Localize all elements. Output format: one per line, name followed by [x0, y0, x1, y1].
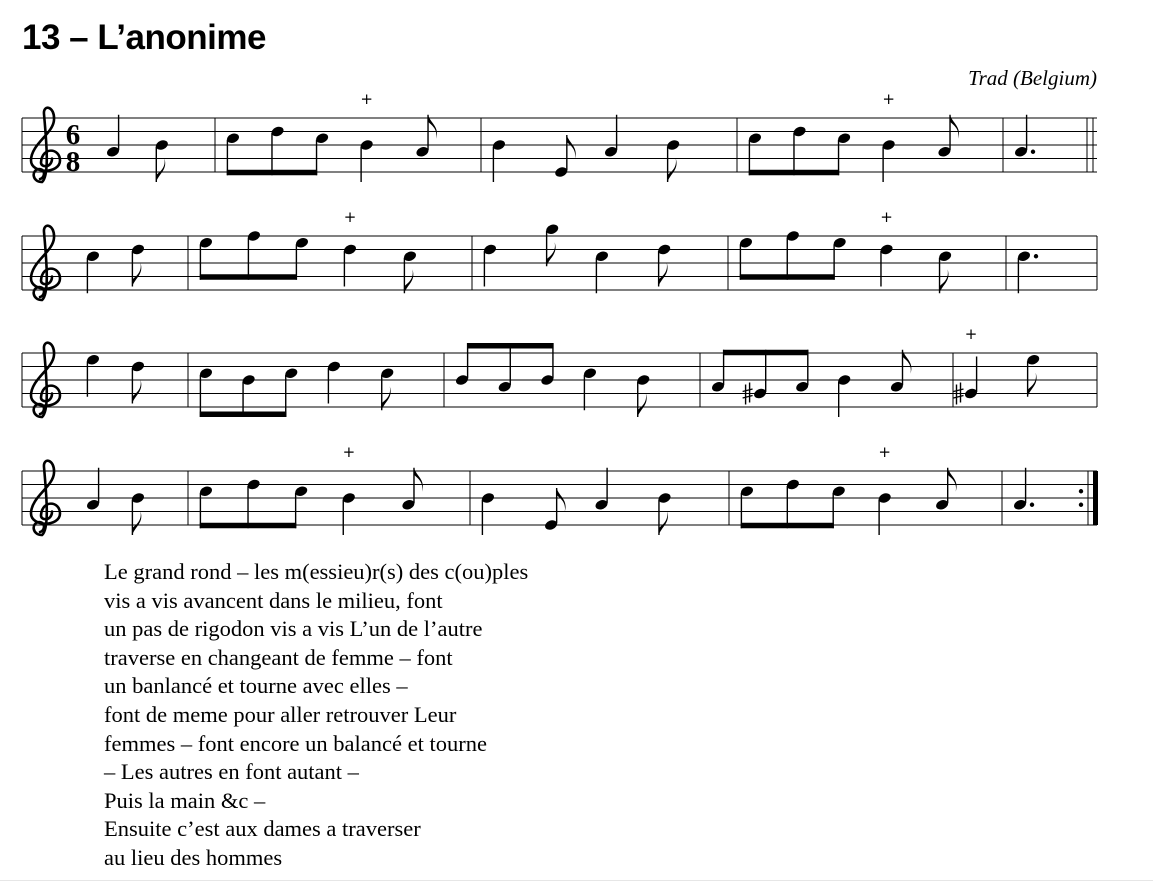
eighth-flag [659, 511, 668, 535]
eighth-flag [567, 135, 576, 159]
eighth-flag [156, 158, 165, 182]
ornament-mark: + [878, 443, 892, 461]
beam [227, 170, 317, 176]
beam [200, 412, 287, 418]
eighth-flag [132, 263, 141, 287]
eighth-flag [638, 393, 647, 417]
repeat-dot [1079, 503, 1083, 507]
instruction-line: Ensuite c’est aux dames a traverser [104, 816, 421, 842]
eighth-flag [659, 263, 668, 287]
instruction-line: un pas de rigodon vis a vis L’un de l’autre [104, 616, 483, 642]
eighth-flag [132, 380, 141, 404]
beam [200, 523, 296, 529]
beam [723, 350, 808, 356]
beam [740, 274, 835, 280]
instruction-line: vis a vis avancent dans le milieu, font [104, 587, 443, 613]
beam [467, 343, 554, 349]
ornament-mark: + [342, 443, 356, 461]
instruction-line: un banlancé et tourne avec elles – [104, 673, 408, 699]
beam [741, 523, 834, 529]
eighth-flag [132, 511, 141, 535]
ornament-mark: + [343, 208, 357, 226]
instruction-line: – Les autres en font autant – [104, 759, 359, 785]
eighth-flag [668, 158, 677, 182]
instruction-line: font de meme pour aller retrouver Leur [104, 701, 457, 727]
instruction-line: au lieu des hommes [104, 844, 283, 870]
page-divider [0, 880, 1153, 881]
beam [200, 274, 297, 280]
ornament-mark: + [882, 90, 896, 108]
eighth-flag [557, 488, 566, 512]
page-title: 13 – L’anonime [22, 18, 266, 57]
instruction-line: Puis la main &c – [104, 787, 266, 813]
time-signature-bottom: 8 [65, 146, 81, 178]
ornament-mark: + [964, 325, 978, 343]
repeat-dot [1079, 489, 1083, 493]
composer-credit: Trad (Belgium) [968, 66, 1097, 90]
beam [749, 170, 839, 176]
ornament-mark: + [880, 208, 893, 226]
instruction-line: Le grand rond – les m(essieu)r(s) des c(ou)ples [104, 559, 529, 584]
augmentation-dot [1030, 503, 1034, 507]
time-signature-top: 6 [65, 119, 81, 151]
augmentation-dot [1034, 254, 1038, 258]
ornament-mark: + [360, 90, 374, 108]
augmentation-dot [1031, 150, 1035, 154]
instruction-line: traverse en changeant de femme – font [104, 644, 453, 670]
instruction-line: femmes – font encore un balancé et tourne [104, 730, 487, 756]
final-barline [1093, 471, 1098, 525]
dance-instructions [104, 558, 528, 873]
